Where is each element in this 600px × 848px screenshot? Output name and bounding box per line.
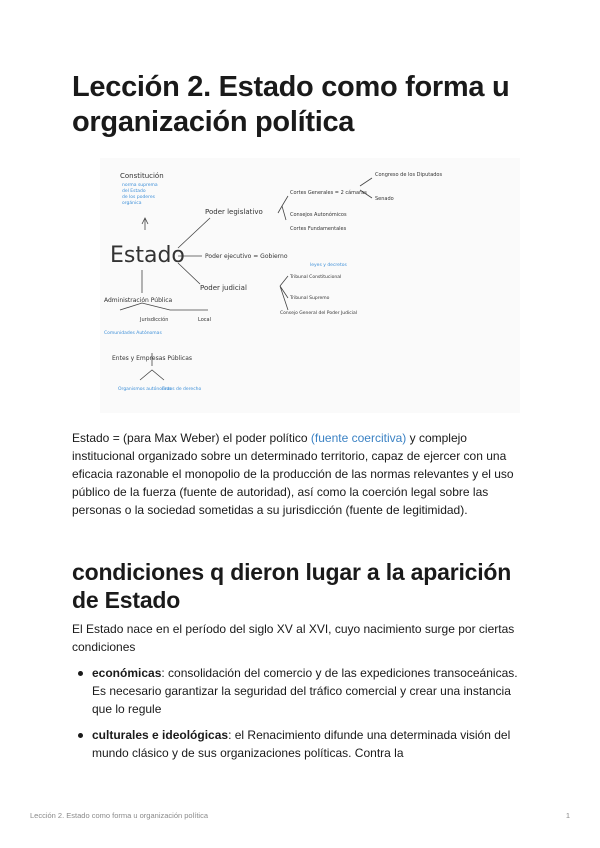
bullet-icon: [78, 671, 83, 676]
diagram-top-node: Constitución: [120, 172, 164, 180]
diagram-ccaa: Comunidades Autónomas: [104, 331, 162, 336]
list-item: [72, 664, 532, 718]
diagram-top-note: orgánica: [122, 201, 142, 206]
diagram-cortes-fund: Cortes Fundamentales: [290, 226, 347, 232]
diagram-tc: Tribunal Constitucional: [290, 275, 342, 280]
diagram-ejecutivo: Poder ejecutivo = Gobierno: [205, 253, 288, 260]
paragraph-text: Estado = (para Max Weber) el poder político: [72, 431, 311, 445]
page-footer: [30, 811, 570, 820]
diagram-org-b: Entes de derecho: [162, 387, 202, 392]
list-item-label: económicas: [92, 666, 162, 680]
diagram-gobierno-note: leyes y decretos: [310, 263, 347, 268]
diagram-center: Estado: [110, 243, 185, 268]
diagram-congreso: Congreso de los Diputados: [375, 172, 443, 178]
diagram-org-a: Organismos autónomos: [118, 387, 172, 392]
conditions-list: [72, 664, 532, 770]
diagram-senado: Senado: [375, 196, 394, 202]
diagram-top-note: norma suprema: [122, 183, 158, 188]
diagram-top-note: de los poderes: [122, 195, 155, 200]
footer-title: Lección 2. Estado como forma u organización política: [30, 811, 209, 820]
diagram-cortes: Cortes Generales = 2 cámaras: [290, 190, 367, 196]
fuente-coercitiva-link[interactable]: (fuente coercitiva): [310, 431, 407, 445]
diagram-ent: Entes y Empresas Públicas: [112, 355, 192, 362]
section-heading: condiciones q dieron lugar a la aparición de Estado: [72, 559, 512, 613]
paragraph-origin: El Estado nace en el período del siglo XV al XVI, cuyo nacimiento surge por ciertas condiciones: [72, 622, 515, 654]
list-item-label: culturales e ideológicas: [92, 728, 229, 742]
paragraph-text: y complejo institucional organizado sobre un determinado territorio, capaz de ejercer con una eficacia razonable el monopolio de la producción de las normas relevantes y el uso público de la fuerza (fuente de autoridad), así como la coerción legal sobre las personas o la sociedad sometidas a su jurisdicción (fuente de legitimidad).: [72, 431, 514, 517]
paragraph-estado-definition: [72, 429, 532, 519]
handwritten-diagram: [100, 158, 520, 413]
list-item-text: : el Renacimiento difunde una determinada visión del mundo clásico y de sus organizaciones políticas. Contra la: [92, 728, 511, 760]
estado-diagram: [100, 158, 520, 413]
diagram-top-note: del Estado: [122, 189, 146, 194]
list-item-text: : consolidación del comercio y de las expediciones transoceánicas. Es necesario garantizar la seguridad del tráfico comercial y crear una instancia que lo regule: [92, 666, 518, 716]
bullet-icon: [78, 733, 83, 738]
diagram-legislativo: Poder legislativo: [205, 208, 263, 216]
page-number: 1: [565, 811, 570, 820]
diagram-ts: Tribunal Supremo: [290, 296, 330, 301]
diagram-cgpj: Consejo General del Poder Judicial: [280, 311, 357, 316]
diagram-admin: Administración Pública: [104, 297, 173, 304]
diagram-consejos: Consejos Autonómicos: [290, 212, 347, 218]
diagram-local: Local: [198, 317, 211, 323]
diagram-juris: Jurisdicción: [140, 317, 169, 323]
page-title: Lección 2. Estado como forma u organización política: [72, 71, 510, 138]
list-item: [72, 726, 532, 762]
diagram-judicial: Poder judicial: [200, 284, 247, 292]
